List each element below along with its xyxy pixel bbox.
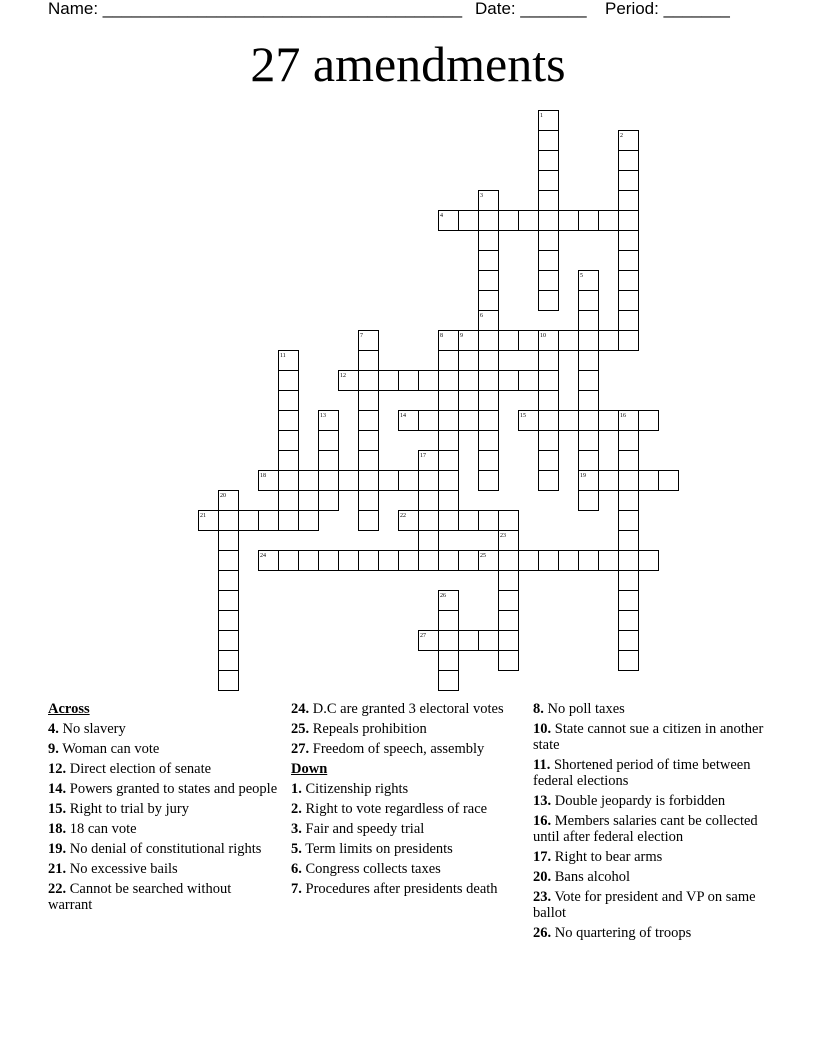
clue-item-text: Powers granted to states and people bbox=[66, 781, 278, 797]
grid-cell[interactable] bbox=[479, 231, 499, 251]
grid-cell[interactable] bbox=[499, 331, 519, 351]
clue-item-text: Citizenship rights bbox=[301, 781, 409, 797]
grid-cell[interactable] bbox=[439, 611, 459, 631]
grid-cell[interactable] bbox=[479, 411, 499, 431]
grid-cell[interactable] bbox=[579, 491, 599, 511]
clue-item-number: 2. bbox=[291, 801, 302, 817]
grid-cell[interactable] bbox=[419, 471, 439, 491]
grid-cell[interactable] bbox=[579, 431, 599, 451]
grid-cell[interactable] bbox=[439, 451, 459, 471]
grid-cell[interactable] bbox=[619, 651, 639, 671]
grid-cell[interactable] bbox=[459, 411, 479, 431]
grid-cell[interactable] bbox=[439, 551, 459, 571]
clue-item-number: 13. bbox=[533, 793, 552, 809]
clue-number: 1 bbox=[540, 113, 543, 119]
grid-cell[interactable] bbox=[619, 151, 639, 171]
clue-item-text: No excessive bails bbox=[66, 861, 178, 877]
grid-cell[interactable] bbox=[279, 511, 299, 531]
grid-cell[interactable] bbox=[499, 571, 519, 591]
grid-cell[interactable] bbox=[619, 291, 639, 311]
grid-cell[interactable] bbox=[539, 151, 559, 171]
grid-cell[interactable] bbox=[619, 611, 639, 631]
grid-cell[interactable] bbox=[319, 431, 339, 451]
grid-cell[interactable] bbox=[279, 391, 299, 411]
grid-cell[interactable] bbox=[559, 411, 579, 431]
grid-cell[interactable] bbox=[619, 591, 639, 611]
grid-cell[interactable] bbox=[219, 571, 239, 591]
clue-item-text: 18 can vote bbox=[66, 821, 137, 837]
clue-item bbox=[533, 925, 773, 941]
clue-item-text: Fair and speedy trial bbox=[301, 821, 425, 837]
clue-item bbox=[48, 801, 278, 817]
clue-item-text: Shortened period of time between federal elections bbox=[533, 757, 751, 789]
clue-item bbox=[48, 881, 278, 913]
grid-cell[interactable] bbox=[519, 211, 539, 231]
grid-cell[interactable] bbox=[359, 371, 379, 391]
clue-item-text: No denial of constitutional rights bbox=[66, 841, 262, 857]
grid-cell[interactable] bbox=[319, 471, 339, 491]
grid-cell[interactable] bbox=[399, 551, 419, 571]
grid-cell[interactable] bbox=[519, 331, 539, 351]
clue-item-number: 15. bbox=[48, 801, 67, 817]
clue-number: 5 bbox=[580, 273, 583, 279]
clue-item-number: 14. bbox=[48, 781, 67, 797]
clue-number: 12 bbox=[340, 373, 346, 379]
clue-item bbox=[533, 701, 773, 717]
grid-cell[interactable] bbox=[619, 531, 639, 551]
grid-cell[interactable] bbox=[479, 391, 499, 411]
grid-cell[interactable] bbox=[399, 471, 419, 491]
grid-cell[interactable] bbox=[499, 511, 519, 531]
grid-cell[interactable] bbox=[359, 451, 379, 471]
clue-number: 19 bbox=[580, 473, 586, 479]
clue-item-number: 1. bbox=[291, 781, 302, 797]
grid-cell[interactable] bbox=[239, 511, 259, 531]
clue-item-text: No poll taxes bbox=[543, 701, 625, 717]
clue-item-number: 26. bbox=[533, 925, 552, 941]
grid-cell[interactable] bbox=[539, 231, 559, 251]
grid-cell[interactable] bbox=[539, 131, 559, 151]
grid-cell[interactable] bbox=[659, 471, 679, 491]
clue-item-text: Vote for president and VP on same ballot bbox=[533, 889, 756, 921]
grid-cell[interactable] bbox=[219, 611, 239, 631]
grid-cell[interactable] bbox=[479, 431, 499, 451]
clue-item-number: 21. bbox=[48, 861, 67, 877]
grid-cell[interactable] bbox=[599, 211, 619, 231]
clue-item bbox=[533, 757, 773, 789]
grid-cell[interactable] bbox=[499, 611, 519, 631]
grid-cell[interactable] bbox=[499, 591, 519, 611]
grid-cell[interactable] bbox=[619, 211, 639, 231]
clue-item-text: Procedures after presidents death bbox=[301, 881, 498, 897]
grid-cell[interactable] bbox=[339, 471, 359, 491]
clue-item-text: Cannot be searched without warrant bbox=[48, 881, 232, 913]
grid-cell[interactable] bbox=[599, 471, 619, 491]
grid-cell[interactable] bbox=[639, 411, 659, 431]
grid-cell[interactable] bbox=[279, 431, 299, 451]
grid-cell[interactable] bbox=[279, 451, 299, 471]
grid-cell[interactable] bbox=[579, 451, 599, 471]
grid-cell[interactable] bbox=[499, 211, 519, 231]
grid-cell[interactable] bbox=[419, 371, 439, 391]
grid-cell[interactable] bbox=[559, 551, 579, 571]
clue-item bbox=[291, 781, 521, 797]
clue-item-number: 11. bbox=[533, 757, 551, 773]
clue-number: 4 bbox=[440, 213, 443, 219]
grid-cell[interactable] bbox=[499, 551, 519, 571]
clue-item-text: D.C are granted 3 electoral votes bbox=[309, 701, 504, 717]
grid-cell[interactable] bbox=[619, 631, 639, 651]
grid-cell[interactable] bbox=[219, 531, 239, 551]
grid-cell[interactable] bbox=[439, 631, 459, 651]
grid-cell[interactable] bbox=[579, 371, 599, 391]
puzzle-title: 27 amendments bbox=[250, 36, 566, 92]
clue-item-text: Right to vote regardless of race bbox=[301, 801, 488, 817]
grid-cell[interactable] bbox=[539, 351, 559, 371]
grid-cell[interactable] bbox=[219, 651, 239, 671]
clue-item-text: Double jeopardy is forbidden bbox=[551, 793, 726, 809]
clue-item-text: Direct election of senate bbox=[66, 761, 212, 777]
grid-cell[interactable] bbox=[479, 451, 499, 471]
grid-cell[interactable] bbox=[619, 231, 639, 251]
clue-number: 20 bbox=[220, 493, 226, 499]
clue-column-3 bbox=[533, 701, 773, 945]
grid-cell[interactable] bbox=[279, 471, 299, 491]
clue-item bbox=[533, 793, 773, 809]
grid-cell[interactable] bbox=[619, 251, 639, 271]
clue-item-text: Freedom of speech, assembly bbox=[309, 741, 485, 757]
clue-item-number: 8. bbox=[533, 701, 544, 717]
grid-cell[interactable] bbox=[359, 511, 379, 531]
clue-item-number: 27. bbox=[291, 741, 310, 757]
date-field[interactable]: Date: _______ bbox=[475, 0, 587, 18]
clue-item bbox=[48, 861, 278, 877]
clue-item bbox=[291, 881, 521, 897]
clue-item bbox=[291, 861, 521, 877]
grid-cell[interactable] bbox=[539, 191, 559, 211]
clue-number: 25 bbox=[480, 553, 486, 559]
clue-item-number: 6. bbox=[291, 861, 302, 877]
grid-cell[interactable] bbox=[539, 471, 559, 491]
grid-cell[interactable] bbox=[279, 371, 299, 391]
grid-cell[interactable] bbox=[439, 671, 459, 691]
grid-cell[interactable] bbox=[479, 631, 499, 651]
clue-number: 18 bbox=[260, 473, 266, 479]
grid-cell[interactable] bbox=[259, 511, 279, 531]
grid-cell[interactable] bbox=[479, 291, 499, 311]
grid-cell[interactable] bbox=[579, 411, 599, 431]
grid-cell[interactable] bbox=[619, 471, 639, 491]
grid-cell[interactable] bbox=[619, 571, 639, 591]
across-heading: Across bbox=[48, 701, 90, 717]
grid-cell[interactable] bbox=[619, 451, 639, 471]
clue-item-number: 7. bbox=[291, 881, 302, 897]
clue-number: 10 bbox=[540, 333, 546, 339]
clue-item-text: Right to trial by jury bbox=[66, 801, 189, 817]
clue-item bbox=[533, 889, 773, 921]
grid-cell[interactable] bbox=[539, 551, 559, 571]
clue-item-text: State cannot sue a citizen in another state bbox=[533, 721, 764, 753]
grid-cell[interactable] bbox=[439, 351, 459, 371]
grid-cell[interactable] bbox=[579, 291, 599, 311]
clue-item-text: No slavery bbox=[58, 721, 126, 737]
clue-item-number: 4. bbox=[48, 721, 59, 737]
grid-cell[interactable] bbox=[439, 391, 459, 411]
grid-cell[interactable] bbox=[319, 451, 339, 471]
clue-item-number: 22. bbox=[48, 881, 67, 897]
clue-item bbox=[291, 701, 521, 717]
grid-cell[interactable] bbox=[219, 551, 239, 571]
grid-cell[interactable] bbox=[619, 331, 639, 351]
clue-item-text: Congress collects taxes bbox=[301, 861, 441, 877]
clue-number: 17 bbox=[420, 453, 426, 459]
clue-item bbox=[291, 721, 521, 737]
clue-item-number: 18. bbox=[48, 821, 67, 837]
grid-cell[interactable] bbox=[599, 411, 619, 431]
clue-item-number: 23. bbox=[533, 889, 552, 905]
clue-item bbox=[291, 741, 521, 757]
grid-cell[interactable] bbox=[399, 371, 419, 391]
grid-cell[interactable] bbox=[579, 211, 599, 231]
grid-cell[interactable] bbox=[299, 551, 319, 571]
grid-cell[interactable] bbox=[319, 491, 339, 511]
clue-number: 14 bbox=[400, 413, 406, 419]
clue-number: 15 bbox=[520, 413, 526, 419]
grid-cell[interactable] bbox=[379, 471, 399, 491]
grid-cell[interactable] bbox=[359, 391, 379, 411]
grid-cell[interactable] bbox=[419, 511, 439, 531]
clue-item bbox=[533, 721, 773, 753]
grid-cell[interactable] bbox=[539, 391, 559, 411]
clue-column-1 bbox=[48, 701, 278, 917]
grid-cell[interactable] bbox=[619, 551, 639, 571]
grid-cell[interactable] bbox=[439, 491, 459, 511]
grid-cell[interactable] bbox=[539, 411, 559, 431]
grid-cell[interactable] bbox=[319, 551, 339, 571]
grid-cell[interactable] bbox=[579, 351, 599, 371]
grid-cell[interactable] bbox=[279, 551, 299, 571]
grid-cell[interactable] bbox=[359, 551, 379, 571]
grid-cell[interactable] bbox=[499, 371, 519, 391]
clue-number: 7 bbox=[360, 333, 363, 339]
grid-cell[interactable] bbox=[599, 551, 619, 571]
clue-number: 2 bbox=[620, 133, 623, 139]
clue-number: 24 bbox=[260, 553, 266, 559]
clue-number: 26 bbox=[440, 593, 446, 599]
clue-item bbox=[533, 849, 773, 865]
grid-cell[interactable] bbox=[419, 551, 439, 571]
grid-cell[interactable] bbox=[439, 651, 459, 671]
grid-cell[interactable] bbox=[279, 491, 299, 511]
grid-cell[interactable] bbox=[479, 211, 499, 231]
clue-item-text: Members salaries cant be collected until after federal election bbox=[533, 813, 758, 845]
grid-cell[interactable] bbox=[459, 511, 479, 531]
grid-cell[interactable] bbox=[479, 371, 499, 391]
clue-item bbox=[48, 761, 278, 777]
grid-cell[interactable] bbox=[619, 431, 639, 451]
clue-item bbox=[533, 869, 773, 885]
grid-cell[interactable] bbox=[539, 451, 559, 471]
grid-cell[interactable] bbox=[459, 631, 479, 651]
grid-cell[interactable] bbox=[219, 591, 239, 611]
clue-item-number: 24. bbox=[291, 701, 310, 717]
clue-item-number: 9. bbox=[48, 741, 59, 757]
grid-cell[interactable] bbox=[499, 631, 519, 651]
grid-cell[interactable] bbox=[479, 511, 499, 531]
clue-item-number: 3. bbox=[291, 821, 302, 837]
grid-cell[interactable] bbox=[219, 671, 239, 691]
clue-item bbox=[48, 721, 278, 737]
grid-cell[interactable] bbox=[539, 171, 559, 191]
grid-cell[interactable] bbox=[439, 471, 459, 491]
grid-cell[interactable] bbox=[219, 511, 239, 531]
grid-cell[interactable] bbox=[379, 551, 399, 571]
clue-item bbox=[48, 781, 278, 797]
grid-cell[interactable] bbox=[539, 431, 559, 451]
clue-item-number: 25. bbox=[291, 721, 310, 737]
clue-number: 22 bbox=[400, 513, 406, 519]
grid-cell[interactable] bbox=[219, 631, 239, 651]
clue-item-number: 12. bbox=[48, 761, 67, 777]
grid-cell[interactable] bbox=[639, 551, 659, 571]
grid-cell[interactable] bbox=[479, 471, 499, 491]
grid-cell[interactable] bbox=[419, 531, 439, 551]
clue-number: 6 bbox=[480, 313, 483, 319]
grid-cell[interactable] bbox=[539, 251, 559, 271]
clue-number: 27 bbox=[420, 633, 426, 639]
grid-cell[interactable] bbox=[619, 191, 639, 211]
clue-item bbox=[48, 841, 278, 857]
clue-number: 21 bbox=[200, 513, 206, 519]
clue-number: 16 bbox=[620, 413, 626, 419]
clue-item bbox=[48, 741, 278, 757]
clue-number: 3 bbox=[480, 193, 483, 199]
grid-cell[interactable] bbox=[479, 351, 499, 371]
grid-cell[interactable] bbox=[359, 351, 379, 371]
grid-cell[interactable] bbox=[439, 431, 459, 451]
grid-cell[interactable] bbox=[579, 551, 599, 571]
grid-cell[interactable] bbox=[439, 511, 459, 531]
clue-number: 11 bbox=[280, 353, 286, 359]
grid-cell[interactable] bbox=[619, 271, 639, 291]
clue-item-number: 10. bbox=[533, 721, 552, 737]
clue-item bbox=[48, 821, 278, 837]
grid-cell[interactable] bbox=[539, 291, 559, 311]
period-field[interactable]: Period: _______ bbox=[605, 0, 730, 18]
grid-cell[interactable] bbox=[359, 431, 379, 451]
grid-cell[interactable] bbox=[439, 411, 459, 431]
grid-cell[interactable] bbox=[459, 211, 479, 231]
grid-cell[interactable] bbox=[539, 371, 559, 391]
name-field[interactable]: Name: ______________________________________ bbox=[48, 0, 463, 18]
grid-cell[interactable] bbox=[499, 651, 519, 671]
clue-item-number: 5. bbox=[291, 841, 302, 857]
grid-cell[interactable] bbox=[519, 371, 539, 391]
grid-cell[interactable] bbox=[559, 331, 579, 351]
grid-cell[interactable] bbox=[599, 331, 619, 351]
grid-cell[interactable] bbox=[299, 511, 319, 531]
clue-number: 9 bbox=[460, 333, 463, 339]
grid-cell[interactable] bbox=[579, 311, 599, 331]
grid-cell[interactable] bbox=[419, 411, 439, 431]
grid-cell[interactable] bbox=[619, 171, 639, 191]
grid-cell[interactable] bbox=[639, 471, 659, 491]
grid-cell[interactable] bbox=[579, 331, 599, 351]
clue-item-text: Bans alcohol bbox=[551, 869, 631, 885]
grid-cell[interactable] bbox=[419, 491, 439, 511]
grid-cell[interactable] bbox=[559, 211, 579, 231]
grid-cell[interactable] bbox=[359, 491, 379, 511]
grid-cell[interactable] bbox=[619, 511, 639, 531]
clue-item-text: Term limits on presidents bbox=[301, 841, 453, 857]
down-heading: Down bbox=[291, 761, 328, 777]
clue-item bbox=[291, 821, 521, 837]
grid-cell[interactable] bbox=[539, 271, 559, 291]
grid-cell[interactable] bbox=[479, 331, 499, 351]
grid-cell[interactable] bbox=[339, 551, 359, 571]
grid-cell[interactable] bbox=[479, 271, 499, 291]
grid-cell[interactable] bbox=[439, 371, 459, 391]
grid-cell[interactable] bbox=[359, 471, 379, 491]
clue-number: 8 bbox=[440, 333, 443, 339]
grid-cell[interactable] bbox=[279, 411, 299, 431]
clue-item-number: 20. bbox=[533, 869, 552, 885]
clue-number: 23 bbox=[500, 533, 506, 539]
clue-item-text: No quartering of troops bbox=[551, 925, 692, 941]
grid-cell[interactable] bbox=[619, 491, 639, 511]
grid-cell[interactable] bbox=[459, 371, 479, 391]
clue-item-number: 17. bbox=[533, 849, 552, 865]
grid-cell[interactable] bbox=[579, 391, 599, 411]
grid-cell[interactable] bbox=[359, 411, 379, 431]
grid-cell[interactable] bbox=[519, 551, 539, 571]
clue-item bbox=[533, 813, 773, 845]
clue-item-number: 16. bbox=[533, 813, 552, 829]
grid-cell[interactable] bbox=[619, 311, 639, 331]
clue-number: 13 bbox=[320, 413, 326, 419]
clue-item-text: Right to bear arms bbox=[551, 849, 663, 865]
grid-cell[interactable] bbox=[379, 371, 399, 391]
clue-item-text: Woman can vote bbox=[58, 741, 160, 757]
clue-item bbox=[291, 841, 521, 857]
clue-item-text: Repeals prohibition bbox=[309, 721, 427, 737]
clue-column-2 bbox=[291, 701, 521, 901]
grid-cell[interactable] bbox=[479, 251, 499, 271]
grid-cell[interactable] bbox=[299, 471, 319, 491]
grid-cell[interactable] bbox=[459, 551, 479, 571]
clue-item-number: 19. bbox=[48, 841, 67, 857]
clue-item bbox=[291, 801, 521, 817]
grid-cell[interactable] bbox=[539, 211, 559, 231]
